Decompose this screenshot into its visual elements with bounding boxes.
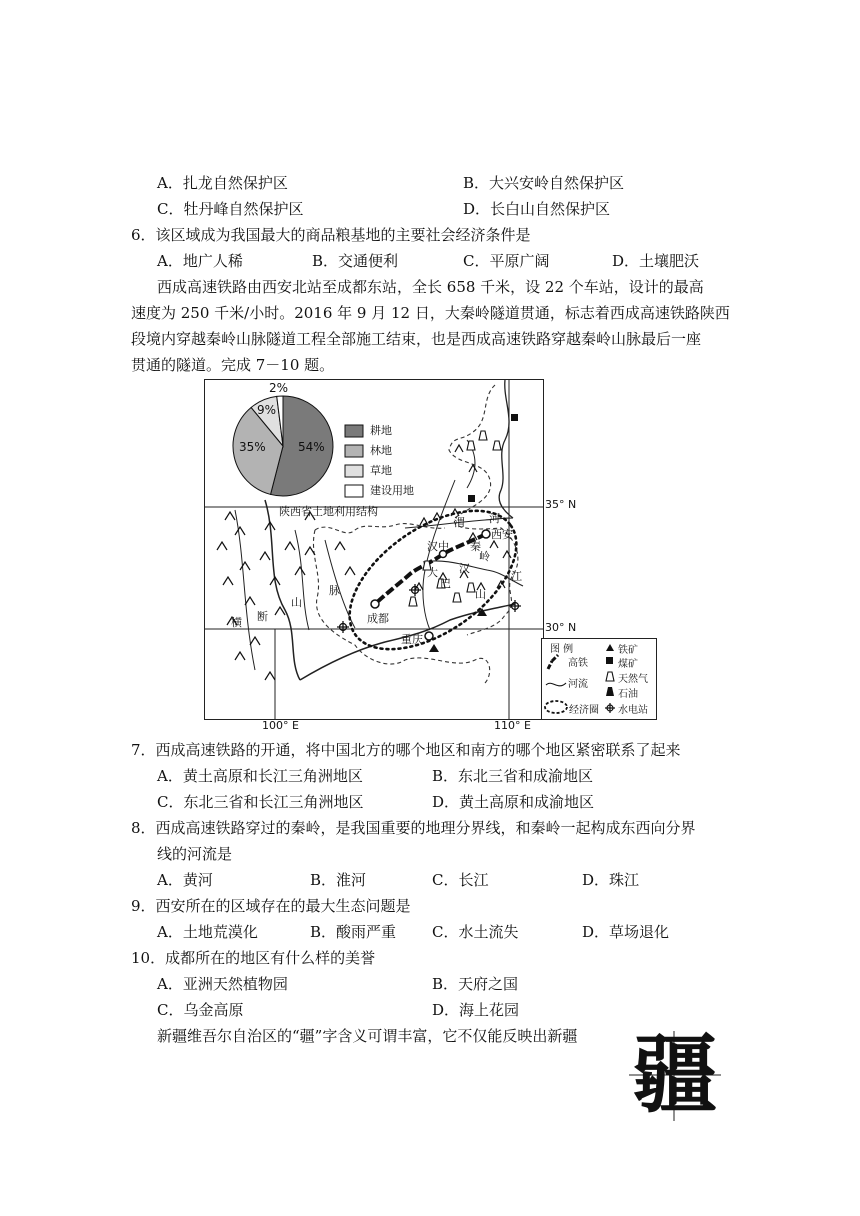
label-chengdu: 成都 <box>367 612 389 625</box>
lat-35-label: 35° N <box>545 498 577 511</box>
pie-legend-swatch-1 <box>345 425 363 437</box>
label-hanzhong: 汉中 <box>427 540 449 553</box>
label-chongqing: 重庆 <box>401 633 423 646</box>
q5-option-c: C．牡丹峰自然保护区 <box>157 200 304 218</box>
pie-label-2: 2% <box>269 381 289 395</box>
legend-oil: 石油 <box>618 689 638 700</box>
lon-110-label: 110° E <box>494 719 531 732</box>
map-figure <box>204 379 544 720</box>
label-shan2: 山 <box>291 596 302 609</box>
passage-2: 新疆维吾尔自治区的“疆”字含义可谓丰富，它不仅能反映出新疆 <box>157 1027 578 1045</box>
pie-legend-label-3: 草地 <box>370 464 392 477</box>
big-character: 疆 <box>632 1026 717 1124</box>
q9-option-c: C．水土流失 <box>432 923 519 941</box>
q8-option-c: C．长江 <box>432 871 489 889</box>
lat-30-label: 30° N <box>545 621 577 634</box>
legend-coal: 煤矿 <box>618 659 638 670</box>
q8-option-d: D．珠江 <box>582 871 640 889</box>
q5-option-b: B．大兴安岭自然保护区 <box>463 174 625 192</box>
q5-option-d: D．长白山自然保护区 <box>463 200 611 218</box>
sichuan-boundary <box>313 524 489 685</box>
q9-option-b: B．酸雨严重 <box>310 923 397 941</box>
q9-option-a: A．土地荒漠化 <box>157 923 258 941</box>
label-jiang: 江 <box>511 570 522 583</box>
q5-option-a: A．扎龙自然保护区 <box>157 174 288 192</box>
pie-legend-swatches <box>345 425 363 497</box>
lon-100-label: 100° E <box>262 719 299 732</box>
xian-marker <box>482 530 490 538</box>
q7-option-a: A．黄土高原和长江三角洲地区 <box>157 767 363 785</box>
q8-stem-line-1: 8．西成高速铁路穿过的秦岭，是我国重要的地理分界线，和秦岭一起构成东西向分界 <box>131 819 696 837</box>
legend-hydro: 水电站 <box>618 705 648 716</box>
q7-option-d: D．黄土高原和成渝地区 <box>432 793 595 811</box>
q6-option-d: D．土壤肥沃 <box>612 252 700 270</box>
q7-stem: 7．西成高速铁路的开通，将中国北方的哪个地区和南方的哪个地区紧密联系了起来 <box>131 741 681 759</box>
jiang-character-figure <box>629 1026 721 1124</box>
map-legend <box>541 638 657 720</box>
pie-label-35: 35% <box>239 440 266 454</box>
legend-gas: 天然气 <box>618 674 648 685</box>
passage-line-3: 段境内穿越秦岭山脉隧道工程全部施工结束，也是西成高速铁路穿越秦岭山脉最后一座 <box>131 330 702 348</box>
label-duan: 断 <box>257 610 268 623</box>
label-ling: 岭 <box>479 550 490 563</box>
passage-line-2: 速度为 250 千米/小时。2016 年 9 月 12 日，大秦岭隧道贯通，标志着西成高速铁路陕西 <box>131 304 730 322</box>
label-xian: 西安 <box>491 528 513 541</box>
label-heng: 横 <box>231 616 242 629</box>
label-he: 河 <box>489 512 500 525</box>
passage-line-1: 西成高速铁路由西安北站至成都东站，全长 658 千米，设 22 个车站，设计的最高 <box>157 278 704 296</box>
label-shan: 山 <box>475 588 486 601</box>
chongqing-marker <box>425 632 433 640</box>
q6-stem: 6．该区域成为我国最大的商品粮基地的主要社会经济条件是 <box>131 226 531 244</box>
pie-label-9: 9% <box>257 403 277 417</box>
q10-option-b: B．天府之国 <box>432 975 519 993</box>
pie-legend-swatch-4 <box>345 485 363 497</box>
q10-option-c: C．乌金高原 <box>157 1001 244 1019</box>
pie-legend-swatch-3 <box>345 465 363 477</box>
q10-option-d: D．海上花园 <box>432 1001 520 1019</box>
q6-option-b: B．交通便利 <box>312 252 399 270</box>
q9-option-d: D．草场退化 <box>582 923 670 941</box>
q6-option-a: A．地广人稀 <box>157 252 243 270</box>
label-da: 大 <box>427 566 438 579</box>
legend-rail: 高铁 <box>568 658 588 669</box>
pie-legend-label-1: 耕地 <box>370 424 392 437</box>
passage-line-4: 贯通的隧道。完成 7－10 题。 <box>131 356 335 374</box>
legend-river: 河流 <box>568 679 588 690</box>
label-qin: 秦 <box>470 540 481 553</box>
q9-stem: 9．西安所在的区域存在的最大生态问题是 <box>131 897 411 915</box>
legend-iron: 铁矿 <box>618 645 638 656</box>
pie-legend-label-2: 林地 <box>370 444 392 457</box>
legend-title: 图 例 <box>550 644 574 655</box>
q8-option-a: A．黄河 <box>157 871 213 889</box>
q7-option-c: C．东北三省和长江三角洲地区 <box>157 793 364 811</box>
label-ba: 巴 <box>440 577 451 590</box>
q8-option-b: B．淮河 <box>310 871 367 889</box>
chengdu-marker <box>371 600 379 608</box>
q10-option-a: A．亚洲天然植物园 <box>157 975 288 993</box>
q6-option-c: C．平原广阔 <box>463 252 550 270</box>
label-mai: 脉 <box>329 584 340 597</box>
pie-legend-label-4: 建设用地 <box>370 484 414 497</box>
jialing-river <box>423 440 475 630</box>
label-han: 汉 <box>459 562 470 575</box>
pie-title: 陕西省土地利用结构 <box>279 505 378 518</box>
legend-circle: 经济圈 <box>569 705 599 716</box>
q8-stem-line-2: 线的河流是 <box>157 845 233 863</box>
pie-legend-swatch-2 <box>345 445 363 457</box>
label-wei: 渭 <box>454 516 465 529</box>
q10-stem: 10．成都所在的地区有什么样的美誉 <box>131 949 376 967</box>
pie-label-54: 54% <box>298 440 325 454</box>
q7-option-b: B．东北三省和成渝地区 <box>432 767 594 785</box>
